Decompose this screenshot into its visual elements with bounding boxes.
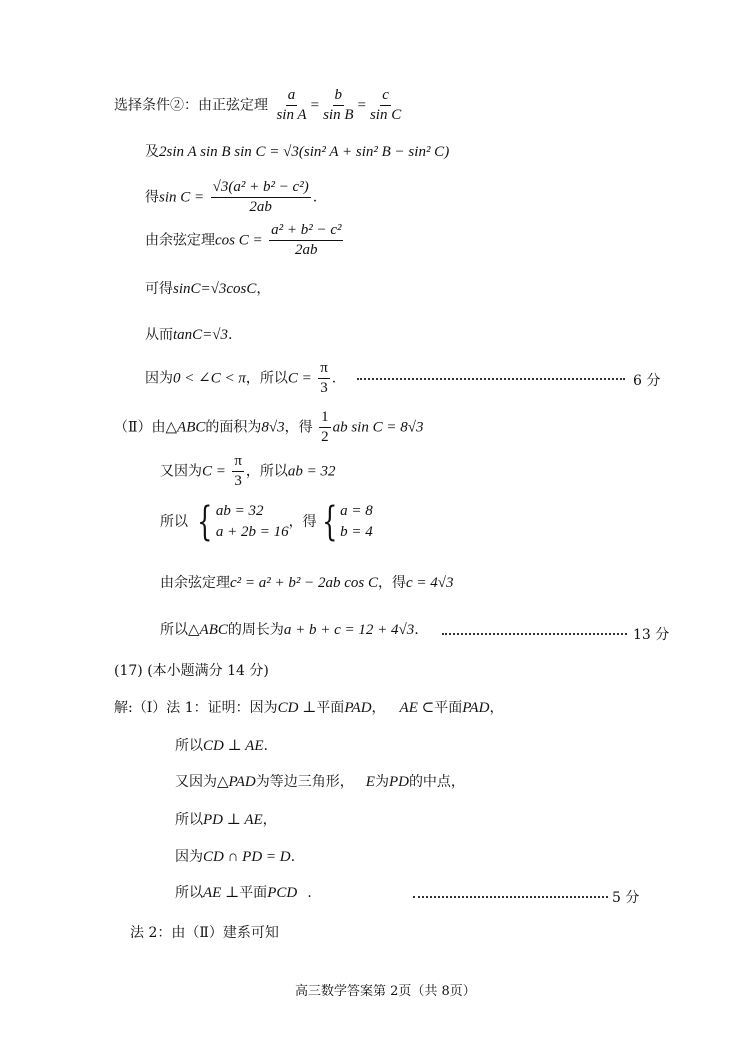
line-sinc: 得sin C = $\frac{\text{√3(a² + b² − c²)}}{2ab}$ . [145,179,318,215]
score-leader-dots [357,378,625,380]
line-text: 及 [145,144,159,160]
math-expression: sin C = [159,189,205,206]
line-text: 解:（Ⅰ）法 1：证明：因为 [114,700,278,716]
line-text: 又因为 [160,463,202,480]
line-system-solve: 所以 { ab = 32 a + 2b = 16 ，得 { a = 8 b = 4 [160,499,373,545]
problem-header: (17) (本小题满分 14 分) [114,663,269,679]
line-text: 所以 [160,514,188,530]
line-ab-value: 又因为C = $\frac{\pi}{3}$ ，所以ab = 32 [160,453,336,489]
score-leader-dots [413,896,608,898]
fraction: $\frac{\text{a² + b² − c²}}{2ab}$ [271,222,342,258]
line-text: 又因为 [175,774,217,790]
fraction: $\frac{c}{\text{sin C}}$ [369,87,402,123]
line-method2: 法 2：由（Ⅱ）建系可知 [130,925,279,941]
score-label: 13 分 [633,627,670,643]
line-proof-start: 解:（Ⅰ）法 1：证明：因为CD ⊥平面PAD， AE ⊂平面PAD， [114,700,504,716]
math-expression: sinC=√3cosC [173,281,257,297]
line-condition [145,145,449,160]
equation-system: { a = 8 b = 4 [321,499,373,545]
math-expression: c² = a² + b² − 2ab cos C [230,575,379,591]
math-expression: cos C = [215,232,263,249]
line-text: 从而 [145,327,173,343]
line-text: 由余弦定理 [145,232,215,249]
line-conclusion: 所以AE ⊥平面PCD . [175,885,312,901]
line-tanc: 从而tanC=√3. [145,327,233,343]
line-sine-law: 选择条件②：由正弦定理 $\frac{a}{\text{sin A}}$ = $\frac{b}{\text{sin B}}$ = $\frac{c}{\text{sin C}}$ [114,87,402,123]
line-cd-perp-ae: 所以CD ⊥ AE. [175,738,268,754]
fraction: $\frac{b}{\text{sin B}}$ [323,87,354,123]
line-pd-perp-ae: 所以PD ⊥ AE， [175,812,277,828]
line-text: 因为 [145,370,173,387]
math-expression: ab = 32 [287,463,336,480]
line-cosine-law [145,223,345,258]
score-leader-dots [442,633,627,635]
fraction: $\frac{1}{2}$ [321,409,329,445]
math-expression: tanC=√3 [173,327,229,343]
line-text: 得 [145,189,159,206]
line-text: 所以 [175,738,203,754]
line-text: 所以 [175,885,203,901]
line-text: （Ⅱ）由 [114,419,166,436]
fraction: $\frac{\pi}{3}$ [234,453,242,489]
line-text: 由余弦定理 [160,575,230,591]
math-expression: PD ⊥ AE [203,812,263,828]
fraction: $\frac{a}{\text{sin A}}$ [276,87,307,123]
line-equilateral: 又因为△PAD为等边三角形， E为PD的中点， [175,774,465,790]
line-text: 可得 [145,281,173,297]
line-text: 因为 [175,849,203,865]
page-footer: 高三数学答案第 2页（共 8页） [295,984,476,999]
math-expression: 2sin A sin B sin C = √3(sin² A + sin² B − sin² C) [159,144,450,160]
line-text: 所以 [175,812,203,828]
line-angle-c: 因为0 < ∠C < π，所以C = $\frac{\pi}{3}$ . [145,360,337,396]
fraction: $\frac{\text{√3(a² + b² − c²)}}{2ab}$ [212,179,309,215]
line-part2-area: （Ⅱ）由△ABC的面积为8√3，得 $\frac{1}{2}$ ab sin C = 8√3 [114,409,424,445]
line-perimeter: 所以△ABC的周长为a + b + c = 12 + 4√3. [160,622,419,638]
score-label: 6 分 [633,373,661,389]
line-text: 所以 [160,622,188,638]
math-expression: CD ⊥ AE [203,738,264,754]
line-side-c: 由余弦定理c² = a² + b² − 2ab cos C，得c = 4√3 [160,575,454,591]
math-expression: 0 < ∠C < π [173,370,246,387]
line-intersection: 因为CD ∩ PD = D. [175,849,296,865]
math-expression: CD ∩ PD = D [203,849,291,865]
score-label: 5 分 [612,890,640,906]
fraction: $\frac{\pi}{3}$ [320,360,328,396]
line-text: 选择条件②：由正弦定理 [114,97,268,114]
equation-system: { ab = 32 a + 2b = 16 [197,499,289,545]
math-expression: ab sin C = 8√3 [332,419,424,436]
math-expression: a + b + c = 12 + 4√3 [283,622,415,638]
line-sinc-cosc: 可得sinC=√3cosC， [145,281,271,297]
